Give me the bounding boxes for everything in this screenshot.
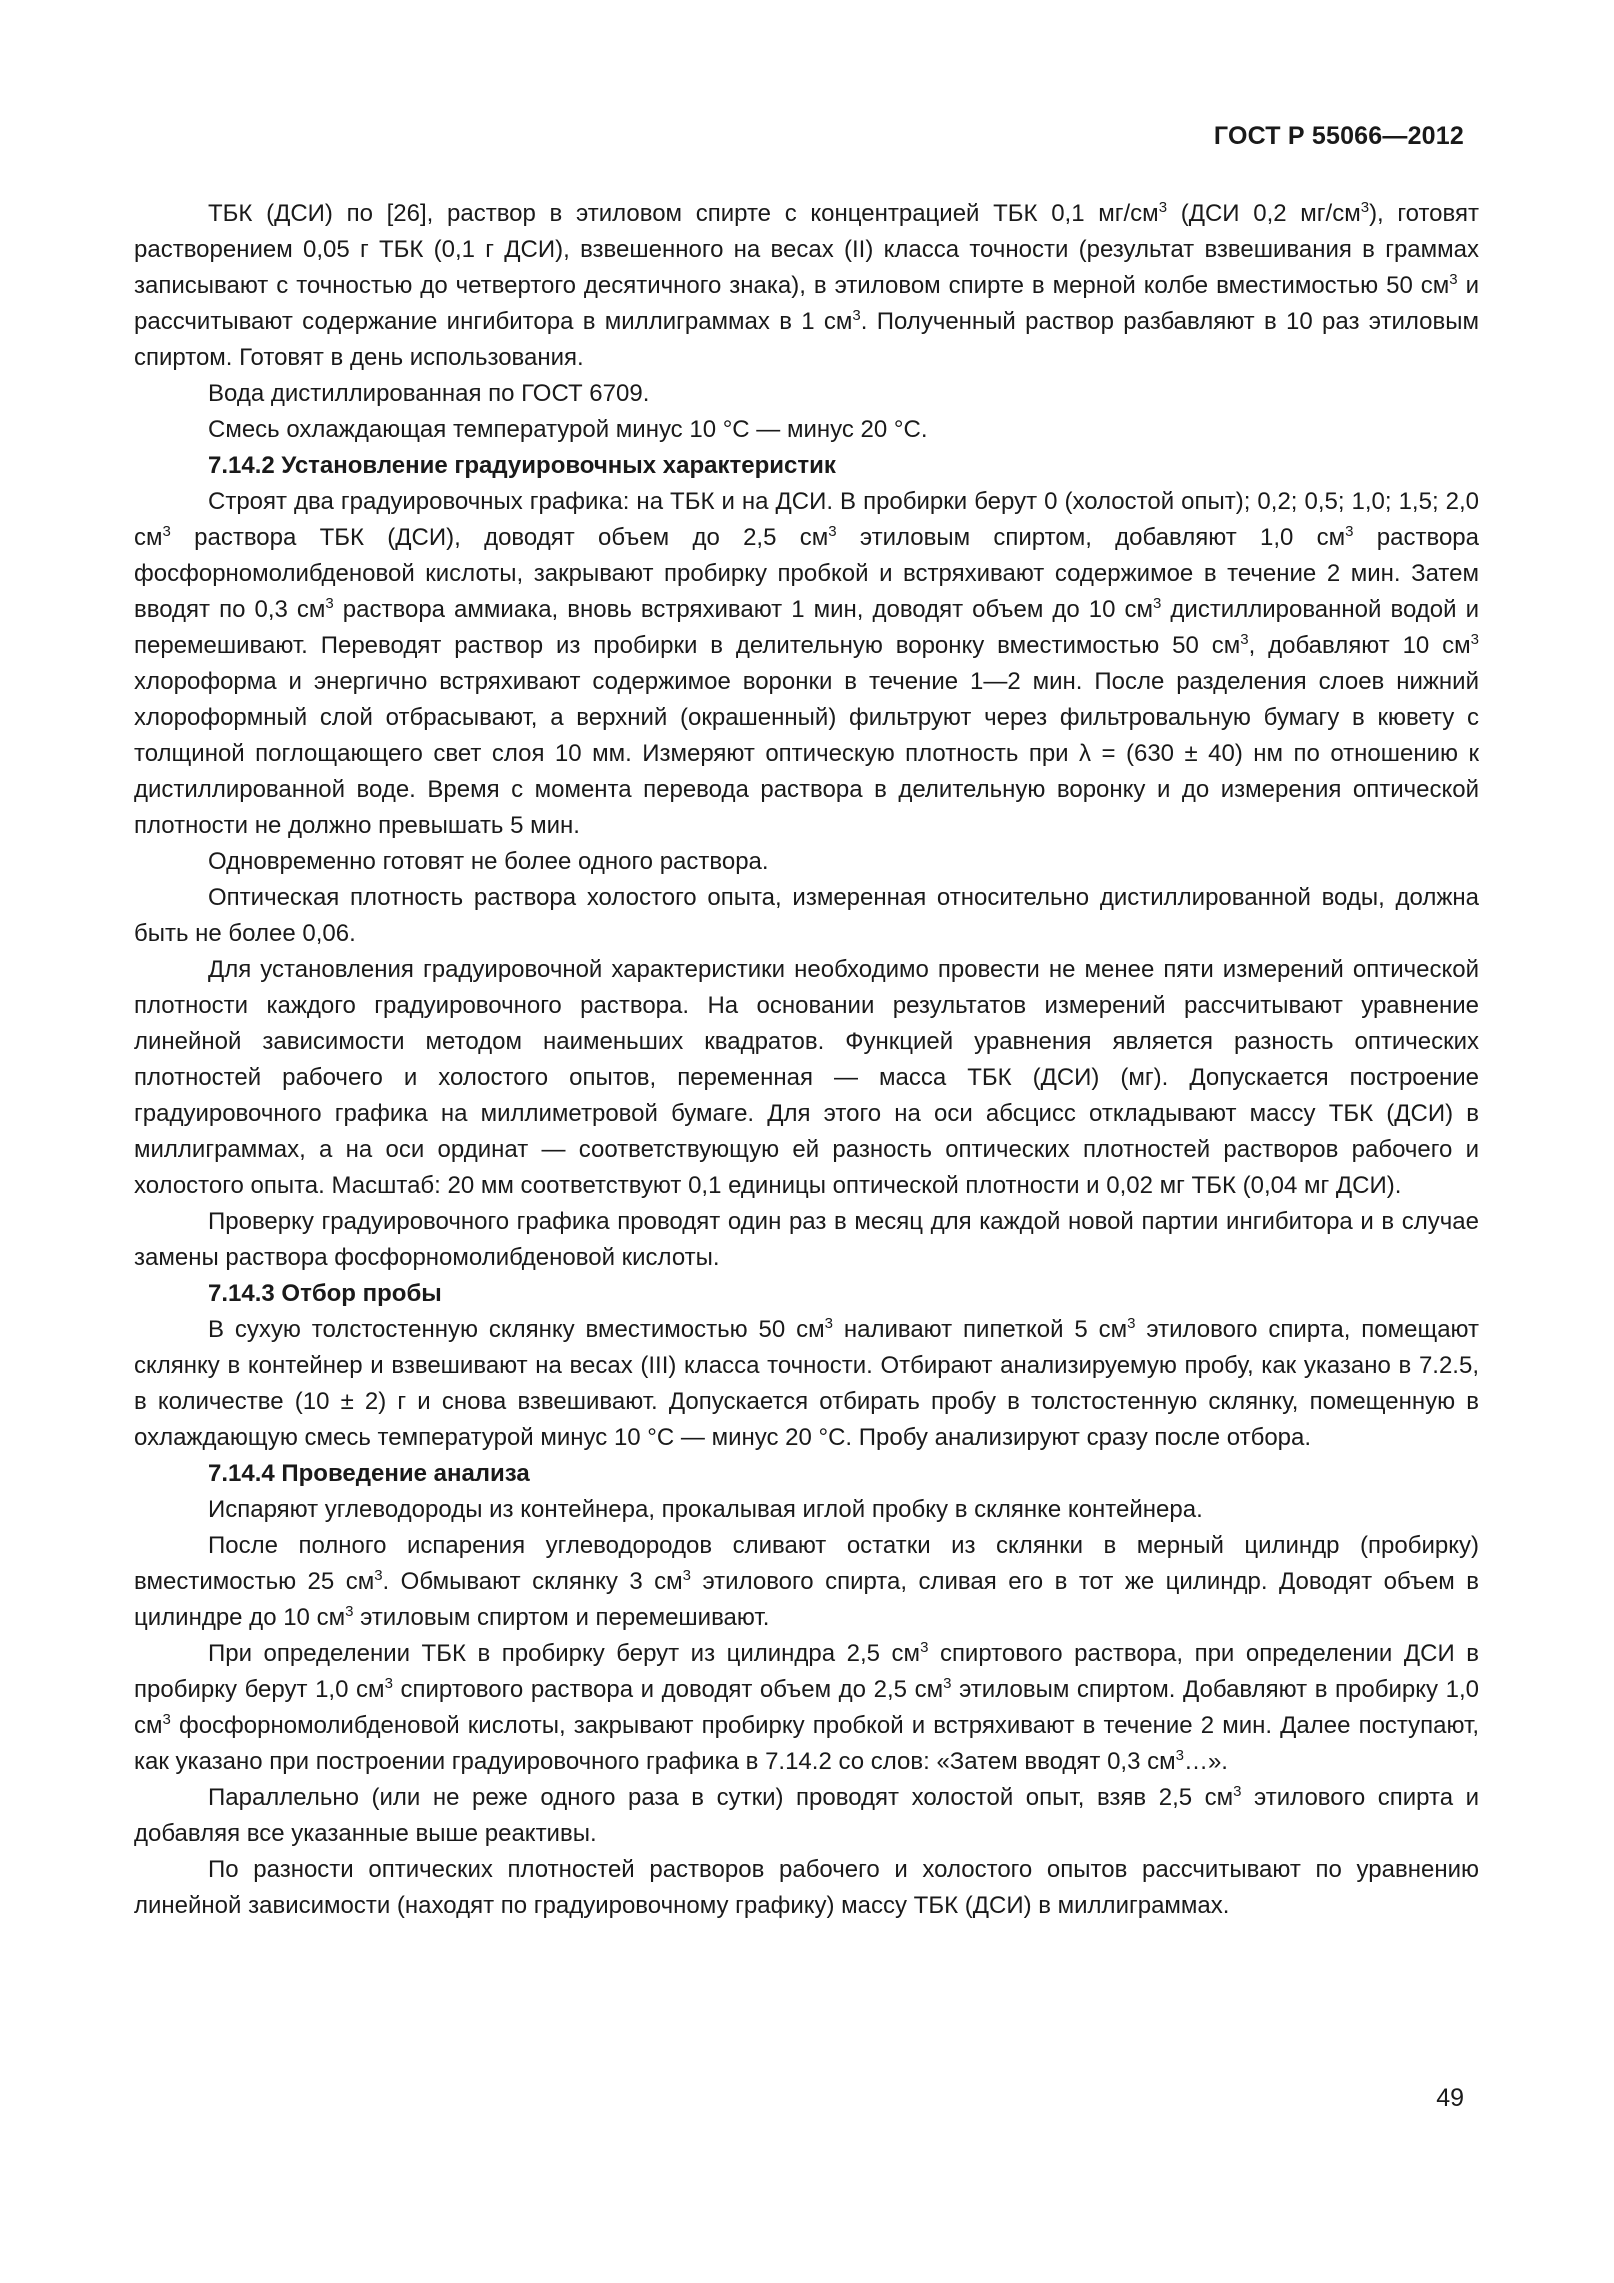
paragraph: В сухую толстостенную склянку вместимостью 50 $см^3$ наливают пипеткой 5 $см^3$ этилового спирта, помещают склянку в контейнер и взвешивают на весах (III) класса точности. Отбирают анализируемую пробу, как указано в 7.2.5, в количестве (10 ± 2) г и снова взвешивают. Допускается отбирать пробу в толстостенную склянку, помещенную в охлаждающую смесь температурой минус 10 °С — минус 20 °С. Пробу анализируют сразу после отбора. [134, 1315, 1480, 1451]
section-heading: 7.14.2 Установление градуировочных характеристик [208, 452, 836, 479]
paragraph: Строят два градуировочных графика: на ТБК и на ДСИ. В пробирки берут 0 (холостой опыт); 0,2; 0,5; 1,0; 1,5; 2,0 $см^3$ раствора ТБК (ДСИ), доводят объем до 2,5 $см^3$ этиловым спиртом, добавляют 1,0 $см^3$ раствора фосфорномолибденовой кислоты, закрывают пробирку пробкой и встряхивают содержимое в течение 2 мин. Затем вводят по 0,3 $см^3$ раствора аммиака, вновь встряхивают 1 мин, доводят объем до 10 $см^3$ дистиллированной водой и перемешивают. Переводят раствор из пробирки в делительную воронку вместимостью 50 $см^3$, добавляют 10 $см^3$ хлороформа и энергично встряхивают содержимое воронки в течение 1—2 мин. После разделения слоев нижний хлороформный слой отбрасывают, а верхний (окрашенный) фильтруют через фильтровальную бумагу в кювету с толщиной поглощающего свет слоя 10 мм. Измеряют оптическую плотность при λ = (630 ± 40) нм по отношению к дистиллированной воде. Время с момента перевода раствора в делительную воронку и до измерения оптической плотности не должно превышать 5 мин. [134, 488, 1480, 839]
paragraph: При определении ТБК в пробирку берут из цилиндра 2,5 $см^3$ спиртового раствора, при определении ДСИ в пробирку берут 1,0 $см^3$ спиртового раствора и доводят объем до 2,5 $см^3$ этиловым спиртом. Добавляют в пробирку 1,0 $см^3$ фосфорномолибденовой кислоты, закрывают пробирку пробкой и встряхивают в течение 2 мин. Далее поступают, как указано при построении градуировочного графика в 7.14.2 со слов: «Затем вводят 0,3 $см^3\dots$». [134, 1639, 1479, 1775]
paragraph: ТБК (ДСИ) по [26], раствор в этиловом спирте с концентрацией ТБК 0,1 $мг/см^3$ (ДСИ 0,2 $мг/см^3$), готовят растворением 0,05 г ТБК (0,1 г ДСИ), взвешенного на весах (II) класса точности (результат взвешивания в граммах записывают с точностью до четвертого десятичного знака), в этиловом спирте в мерной колбе вместимостью 50 $см^3$ и рассчитывают содержание ингибитора в миллиграммах в 1 $см^3$. Полученный раствор разбавляют в 10 раз этиловым спиртом. Готовят в день использования. [134, 199, 1480, 371]
document-body [134, 196, 1479, 1924]
paragraph: Оптическая плотность раствора холостого опыта, измеренная относительно дистиллированной воды, должна быть не более 0,06. [134, 884, 1479, 947]
paragraph: Смесь охлаждающая температурой минус 10 °С — минус 20 °С. [208, 416, 928, 443]
section-heading: 7.14.4 Проведение анализа [208, 1460, 530, 1487]
paragraph: Испаряют углеводороды из контейнера, прокалывая иглой пробку в склянке контейнера. [208, 1496, 1203, 1523]
section-heading: 7.14.3 Отбор пробы [208, 1280, 442, 1307]
paragraph: Параллельно (или не реже одного раза в сутки) проводят холостой опыт, взяв 2,5 $см^3$ этилового спирта и добавляя все указанные выше реактивы. [134, 1783, 1480, 1847]
paragraph: Вода дистиллированная по ГОСТ 6709. [208, 380, 650, 407]
paragraph: По разности оптических плотностей растворов рабочего и холостого опытов рассчитывают по уравнению линейной зависимости (находят по градуировочному графику) массу ТБК (ДСИ) в миллиграммах. [134, 1856, 1479, 1919]
document-header: ГОСТ Р 55066—2012 [1213, 122, 1464, 150]
paragraph: После полного испарения углеводородов сливают остатки из склянки в мерный цилиндр (пробирку) вместимостью 25 $см^3$. Обмывают склянку 3 $см^3$ этилового спирта, сливая его в тот же цилиндр. Доводят объем в цилиндре до 10 $см^3$ этиловым спиртом и перемешивают. [134, 1532, 1479, 1631]
paragraph: Для установления градуировочной характеристики необходимо провести не менее пяти измерений оптической плотности каждого градуировочного раствора. На основании результатов измерений рассчитывают уравнение линейной зависимости методом наименьших квадратов. Функцией уравнения является разность оптических плотностей рабочего и холостого опытов, переменная — масса ТБК (ДСИ) (мг). Допускается построение градуировочного графика на миллиметровой бумаге. Для этого на оси абсцисс откладывают массу ТБК (ДСИ) в миллиграммах, а на оси ординат — соответствующую ей разность оптических плотностей растворов рабочего и холостого опыта. Масштаб: 20 мм соответствуют 0,1 единицы оптической плотности и 0,02 мг ТБК (0,04 мг ДСИ). [134, 956, 1479, 1199]
page-number: 49 [1436, 2084, 1464, 2112]
paragraph: Одновременно готовят не более одного раствора. [208, 848, 769, 875]
paragraph: Проверку градуировочного графика проводят один раз в месяц для каждой новой партии ингибитора и в случае замены раствора фосфорномолибденовой кислоты. [134, 1208, 1479, 1271]
